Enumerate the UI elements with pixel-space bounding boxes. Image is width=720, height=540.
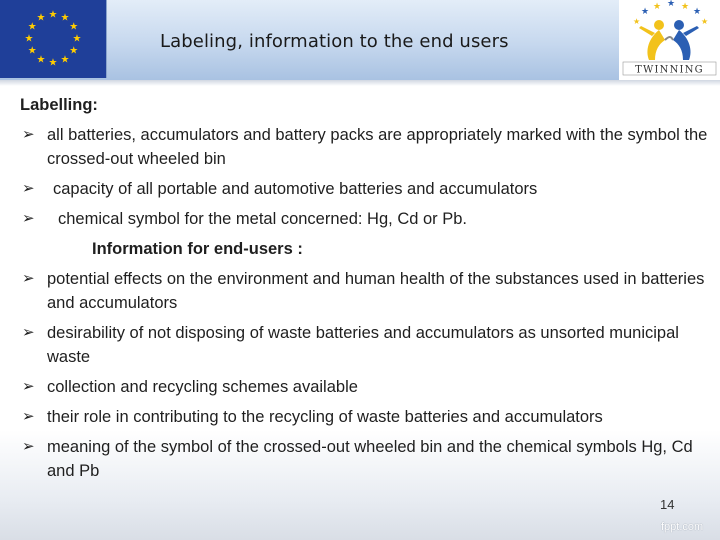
list-item-text: collection and recycling schemes available bbox=[47, 378, 358, 396]
svg-text:★: ★ bbox=[653, 2, 662, 12]
header-shadow bbox=[0, 80, 720, 86]
labelling-list bbox=[20, 123, 720, 231]
bullet-arrow-icon: ➢ bbox=[22, 270, 35, 287]
list-item bbox=[20, 123, 720, 171]
slide-content bbox=[20, 93, 720, 489]
eu-star-icon: ★ bbox=[48, 9, 58, 21]
footer-brand: fppt.com bbox=[661, 521, 704, 533]
page-number: 14 bbox=[660, 497, 675, 512]
list-item bbox=[20, 321, 720, 369]
eu-star-icon: ★ bbox=[72, 33, 82, 45]
eu-star-icon: ★ bbox=[69, 45, 79, 57]
list-item-text: potential effects on the environment and human health of the substances used in batteries and accumulators bbox=[47, 270, 705, 312]
list-item bbox=[20, 405, 720, 429]
list-item bbox=[20, 207, 720, 231]
svg-text:★: ★ bbox=[693, 7, 702, 17]
list-item-text: desirability of not disposing of waste batteries and accumulators as unsorted municipal waste bbox=[47, 324, 679, 366]
list-item bbox=[20, 375, 720, 399]
eu-star-icon: ★ bbox=[27, 45, 37, 57]
svg-text:★: ★ bbox=[667, 0, 676, 9]
list-item bbox=[20, 177, 720, 201]
eu-star-icon: ★ bbox=[36, 12, 46, 24]
list-item-text: all batteries, accumulators and battery packs are appropriately marked with the symbol the crossed-out wheeled bin bbox=[47, 126, 708, 168]
svg-text:★: ★ bbox=[641, 7, 650, 17]
information-heading: Information for end-users : bbox=[92, 240, 303, 258]
list-item bbox=[20, 267, 720, 315]
list-item-text: capacity of all portable and automotive batteries and accumulators bbox=[53, 180, 538, 198]
svg-text:★: ★ bbox=[701, 17, 709, 26]
eu-star-icon: ★ bbox=[24, 33, 34, 45]
twinning-stars-icon bbox=[633, 0, 708, 26]
eu-star-icon: ★ bbox=[60, 54, 70, 66]
bullet-arrow-icon: ➢ bbox=[22, 324, 35, 341]
bullet-arrow-icon: ➢ bbox=[22, 180, 35, 197]
eu-star-icon: ★ bbox=[36, 54, 46, 66]
information-list bbox=[20, 267, 720, 483]
eu-flag-logo bbox=[0, 0, 107, 78]
twinning-logo-text: TWINNING bbox=[635, 64, 704, 76]
twinning-figures-icon bbox=[639, 20, 699, 60]
svg-text:★: ★ bbox=[633, 17, 641, 26]
eu-star-icon: ★ bbox=[69, 21, 79, 33]
bullet-arrow-icon: ➢ bbox=[22, 126, 35, 143]
eu-star-icon: ★ bbox=[48, 57, 58, 69]
bullet-arrow-icon: ➢ bbox=[22, 378, 35, 395]
list-item-text: chemical symbol for the metal concerned: Hg, Cd or Pb. bbox=[58, 210, 468, 228]
list-item-text: meaning of the symbol of the crossed-out wheeled bin and the chemical symbols Hg, Cd and Pb bbox=[47, 438, 693, 480]
slide-title: Labeling, information to the end users bbox=[160, 31, 509, 52]
bullet-arrow-icon: ➢ bbox=[22, 210, 35, 227]
bullet-arrow-icon: ➢ bbox=[22, 408, 35, 425]
list-item bbox=[20, 435, 720, 483]
eu-star-icon: ★ bbox=[27, 21, 37, 33]
svg-text:★: ★ bbox=[681, 2, 690, 12]
eu-star-icon: ★ bbox=[60, 12, 70, 24]
labelling-heading: Labelling: bbox=[20, 96, 98, 114]
twinning-logo bbox=[619, 0, 720, 80]
list-item-text: their role in contributing to the recycling of waste batteries and accumulators bbox=[47, 408, 603, 426]
bullet-arrow-icon: ➢ bbox=[22, 438, 35, 455]
